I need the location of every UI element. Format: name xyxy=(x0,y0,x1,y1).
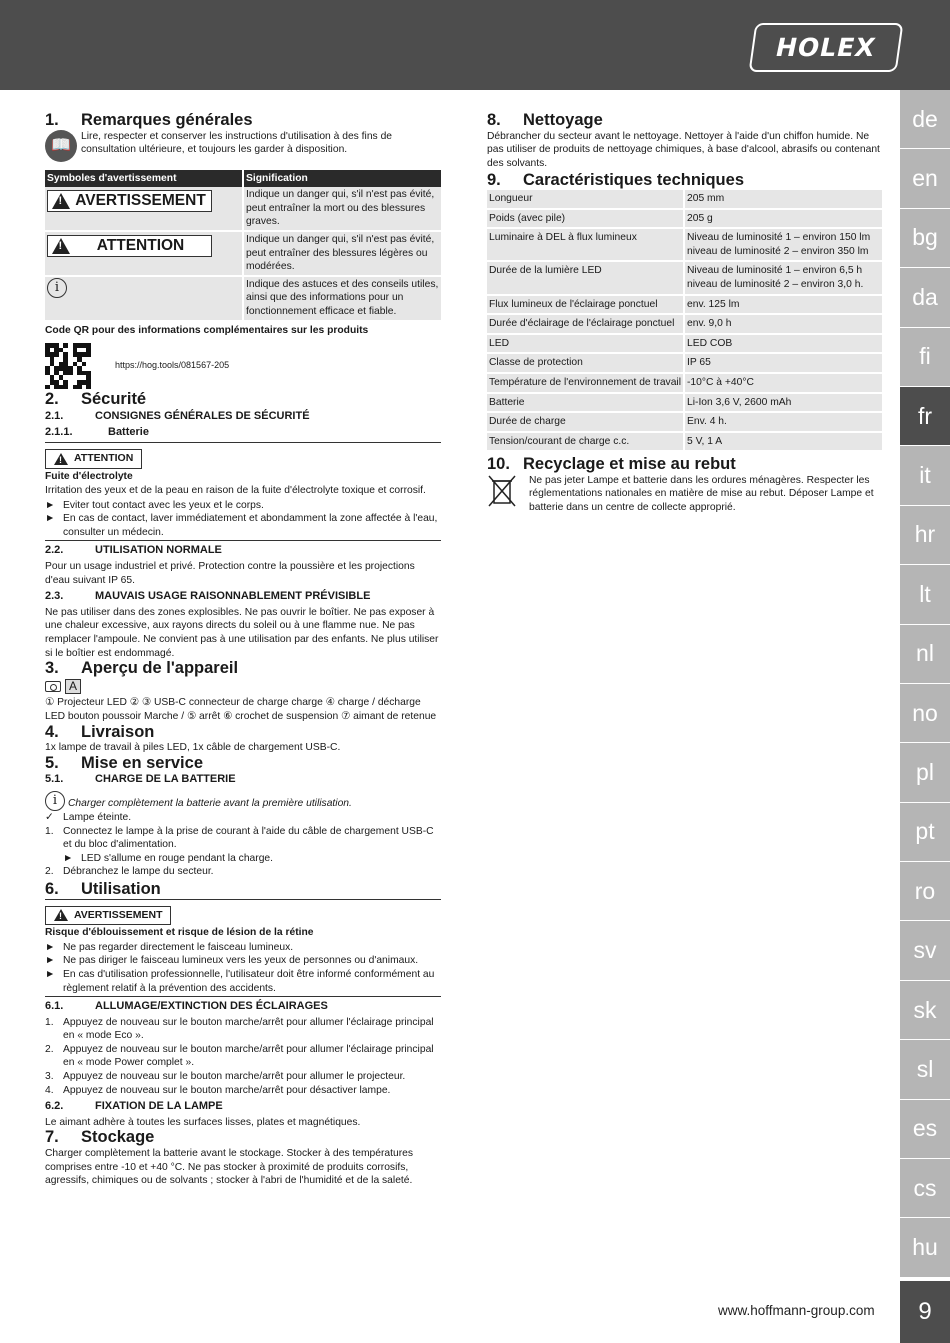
section-6-1-heading: 6.1. ALLUMAGE/EXTINCTION DES ÉCLAIRAGES xyxy=(45,1000,328,1013)
spec-label: Luminaire à DEL à flux lumineux xyxy=(487,228,684,261)
table-row xyxy=(45,231,441,276)
warning-symbols-table xyxy=(45,170,441,322)
logo-text: HOLEX xyxy=(773,33,879,62)
spec-value: Niveau de luminosité 1 – environ 150 lm niveau de luminosité 2 – environ 350 lm xyxy=(684,228,882,261)
warning-signal-box: ! AVERTISSEMENT xyxy=(47,190,212,212)
technical-data-table xyxy=(487,190,882,452)
qr-code[interactable] xyxy=(45,343,91,389)
spec-label: Température de l'environnement de travail xyxy=(487,373,684,393)
warning-triangle-icon xyxy=(52,193,70,209)
tab-lang-cs[interactable]: cs xyxy=(900,1159,950,1218)
body-text: Débrancher du secteur avant le nettoyage. Nettoyer à l'aide d'un chiffon humide. Ne pas utiliser de produits de nettoyage chimiques, à base d'alcool, abrasifs ou contenant des solvants. xyxy=(487,130,880,169)
table-row xyxy=(487,334,882,354)
warning-triangle-icon xyxy=(52,238,70,254)
tab-lang-da[interactable]: da xyxy=(900,268,950,327)
figure-label: A xyxy=(65,679,81,695)
spec-label: Durée d'éclairage de l'éclairage ponctuel xyxy=(487,314,684,334)
table-row xyxy=(487,190,882,209)
spec-value: IP 65 xyxy=(684,353,882,373)
page-header xyxy=(0,0,950,90)
spec-value: 205 mm xyxy=(684,190,882,209)
list-item: 2. Appuyez de nouveau sur le bouton marche/arrêt pour allumer l'éclairage principal en « mode Power complet ». xyxy=(45,1043,434,1069)
table-header: Signification xyxy=(243,170,441,188)
tab-lang-hr[interactable]: hr xyxy=(900,506,950,565)
list-item: 1. Appuyez de nouveau sur le bouton marche/arrêt pour allumer l'éclairage principal en « mode Eco ». xyxy=(45,1016,434,1042)
list-item: ► LED s'allume en rouge pendant la charge. xyxy=(63,852,274,864)
tab-lang-pt[interactable]: pt xyxy=(900,803,950,862)
left-column xyxy=(45,112,441,1189)
camera-icon xyxy=(45,681,61,692)
list-item: ► Ne pas diriger le faisceau lumineux vers les yeux de personnes ou d'animaux. xyxy=(45,955,419,967)
list-item: 3. Appuyez de nouveau sur le bouton marche/arrêt pour allumer le projecteur. xyxy=(45,1071,406,1083)
table-row xyxy=(487,209,882,229)
spec-value: Li-Ion 3,6 V, 2600 mAh xyxy=(684,393,882,413)
spec-label: Tension/courant de charge c.c. xyxy=(487,432,684,452)
tab-lang-nl[interactable]: nl xyxy=(900,625,950,684)
section-7-heading: 7. Stockage xyxy=(45,1128,155,1147)
list-item: ► Ne pas regarder directement le faisceau lumineux. xyxy=(45,941,294,953)
section-5-1-heading: 5.1. CHARGE DE LA BATTERIE xyxy=(45,773,236,786)
warning-triangle-icon xyxy=(54,909,68,921)
crossed-bin-icon xyxy=(487,474,517,508)
tab-lang-lt[interactable]: lt xyxy=(900,565,950,624)
table-row xyxy=(487,373,882,393)
list-item: ✓ Lampe éteinte. xyxy=(45,811,132,823)
section-5-heading: 5. Mise en service xyxy=(45,753,203,772)
spec-label: Batterie xyxy=(487,393,684,413)
tab-lang-en[interactable]: en xyxy=(900,149,950,208)
body-text: Charger complètement la batterie avant le stockage. Stocker à des températures comprises entre -10 et +40 °C. Ne pas stocker à proximité de produits corrosifs, agressifs, chimiques ou de solvants ; stocker à l'abri de l'humidité et de la saleté. xyxy=(45,1148,414,1187)
info-text: Charger complètement la batterie avant la première utilisation. xyxy=(68,798,352,810)
spec-value: Niveau de luminosité 1 – environ 6,5 h niveau de luminosité 2 – environ 3,0 h. xyxy=(684,261,882,294)
spec-label: Flux lumineux de l'éclairage ponctuel xyxy=(487,295,684,315)
page-number: 9 xyxy=(900,1281,950,1343)
body-text: Le aimant adhère à toutes les surfaces lisses, plates et magnétiques. xyxy=(45,1116,361,1128)
section-9-heading: 9. Caractéristiques techniques xyxy=(487,171,744,190)
table-cell: Indique un danger qui, s'il n'est pas évité, peut entraîner des blessures légères ou modérées. xyxy=(243,231,441,276)
body-text: Pour un usage industriel et privé. Protection contre la poussière et les projections d'eau suivant IP 65. xyxy=(45,561,415,586)
body-text: 1x lampe de travail à piles LED, 1x câble de chargement USB-C. xyxy=(45,742,341,754)
list-item: 2. Débranchez le lampe du secteur. xyxy=(45,866,214,878)
tab-lang-es[interactable]: es xyxy=(900,1100,950,1159)
body-text: ① Projecteur LED ② ③ USB-C connecteur de charge charge ④ charge / décharge LED bouton poussoir Marche / ⑤ arrêt ⑥ crochet de suspension ⑦ aimant de retenue xyxy=(45,697,437,722)
body-text: Ne pas utiliser dans des zones explosibles. Ne pas ouvrir le boîtier. Ne pas exposer à une chaleur excessive, aux rayons directs du soleil ou à une flamme nue. Ne pas remplacer l'ampoule. Ne convient pas à une utilisation par des enfants. Ne plus utiliser si le boîtier est endommagé. xyxy=(45,606,439,659)
table-header: Symboles d'avertissement xyxy=(45,170,243,188)
table-row xyxy=(487,353,882,373)
section-2-1-1-heading: 2.1.1. Batterie xyxy=(45,426,149,439)
tab-lang-it[interactable]: it xyxy=(900,446,950,505)
language-tabs xyxy=(900,90,950,1278)
warning-box: ! AVERTISSEMENT xyxy=(45,906,171,926)
table-row xyxy=(487,393,882,413)
leak-text: Irritation des yeux et de la peau en raison de la fuite d'électrolyte toxique et corrosif. xyxy=(45,485,426,497)
spec-value: 205 g xyxy=(684,209,882,229)
tab-lang-no[interactable]: no xyxy=(900,684,950,743)
caution-signal-box: ! ATTENTION xyxy=(47,235,212,257)
tab-lang-ro[interactable]: ro xyxy=(900,862,950,921)
section-8-heading: 8. Nettoyage xyxy=(487,111,603,129)
tab-lang-fi[interactable]: fi xyxy=(900,328,950,387)
tab-lang-sk[interactable]: sk xyxy=(900,981,950,1040)
info-icon: i xyxy=(45,791,65,811)
tab-lang-pl[interactable]: pl xyxy=(900,743,950,802)
tab-lang-sl[interactable]: sl xyxy=(900,1040,950,1099)
right-column xyxy=(487,112,882,516)
table-row xyxy=(487,295,882,315)
spec-value: env. 9,0 h xyxy=(684,314,882,334)
qr-title: Code QR pour des informations complémentaires sur les produits xyxy=(45,324,369,336)
tab-lang-hu[interactable]: hu xyxy=(900,1218,950,1277)
section-10-heading: 10. Recyclage et mise au rebut xyxy=(487,455,736,474)
table-cell: Indique des astuces et des conseils utiles, ainsi que des informations pour un fonctionnement efficace et fiable. xyxy=(243,276,441,321)
section-2-1-heading: 2.1. CONSIGNES GÉNÉRALES DE SÉCURITÉ xyxy=(45,409,310,422)
tab-lang-de[interactable]: de xyxy=(900,90,950,149)
table-row xyxy=(487,261,882,294)
spec-value: 5 V, 1 A xyxy=(684,432,882,452)
section-2-2-heading: 2.2. UTILISATION NORMALE xyxy=(45,544,222,557)
spec-label: Poids (avec pile) xyxy=(487,209,684,229)
warning-triangle-icon xyxy=(54,453,68,465)
read-manual-icon: 📖 xyxy=(45,130,77,162)
body-text: Ne pas jeter Lampe et batterie dans les ordures ménagères. Respecter les réglementations nationales en matière de mise au rebut. Déposer Lampe et batterie dans un centre de collecte approprié. xyxy=(529,474,874,514)
table-cell: Indique un danger qui, s'il n'est pas évité, peut entraîner la mort ou des blessures graves. xyxy=(243,187,441,231)
holex-logo xyxy=(749,23,904,72)
footer-url[interactable]: www.hoffmann-group.com xyxy=(718,1303,875,1318)
table-row xyxy=(487,228,882,261)
table-row xyxy=(45,187,441,231)
section-1-heading: 1. Remarques générales xyxy=(45,111,253,129)
list-item: ► Eviter tout contact avec les yeux et le corps. xyxy=(45,499,264,511)
spec-value: LED COB xyxy=(684,334,882,354)
spec-label: LED xyxy=(487,334,684,354)
intro-text: Lire, respecter et conserver les instructions d'utilisation à des fins de consultation ultérieure, et toujours les garder à disposition. xyxy=(81,130,393,156)
list-item: ► En cas d'utilisation professionnelle, l'utilisateur doit être informé conformément au règlement relatif à la prévention des accidents. xyxy=(45,968,435,994)
spec-value: Env. 4 h. xyxy=(684,412,882,432)
table-row xyxy=(487,314,882,334)
section-3-heading: 3. Aperçu de l'appareil xyxy=(45,659,239,678)
tab-lang-sv[interactable]: sv xyxy=(900,921,950,980)
list-item: ► En cas de contact, laver immédiatement et abondamment la zone affectée à l'eau, consulter un médecin. xyxy=(45,513,438,538)
spec-label: Durée de charge xyxy=(487,412,684,432)
table-row xyxy=(45,276,441,321)
spec-label: Durée de la lumière LED xyxy=(487,261,684,294)
table-row xyxy=(487,412,882,432)
spec-label: Longueur xyxy=(487,190,684,209)
tab-lang-fr[interactable]: fr xyxy=(900,387,950,446)
section-4-heading: 4. Livraison xyxy=(45,722,155,741)
attention-box: ! ATTENTION xyxy=(45,449,142,469)
section-2-3-heading: 2.3. MAUVAIS USAGE RAISONNABLEMENT PRÉVISIBLE xyxy=(45,590,371,603)
table-row xyxy=(487,432,882,452)
info-icon: i xyxy=(47,278,67,298)
list-item: 4. Appuyez de nouveau sur le bouton marche/arrêt pour désactiver lampe. xyxy=(45,1084,391,1096)
risk-title: Risque d'éblouissement et risque de lésion de la rétine xyxy=(45,927,314,939)
section-6-2-heading: 6.2. FIXATION DE LA LAMPE xyxy=(45,1100,223,1113)
list-item: 1. Connectez le lampe à la prise de courant à l'aide du câble de chargement USB-C et du bloc d'alimentation. xyxy=(45,825,434,851)
section-2-heading: 2. Sécurité xyxy=(45,390,147,409)
section-6-heading: 6. Utilisation xyxy=(45,879,161,898)
spec-value: -10°C à +40°C xyxy=(684,373,882,393)
spec-value: env. 125 lm xyxy=(684,295,882,315)
tab-lang-bg[interactable]: bg xyxy=(900,209,950,268)
qr-url[interactable]: https://hog.tools/081567-205 xyxy=(115,360,230,371)
leak-title: Fuite d'électrolyte xyxy=(45,470,133,482)
spec-label: Classe de protection xyxy=(487,353,684,373)
